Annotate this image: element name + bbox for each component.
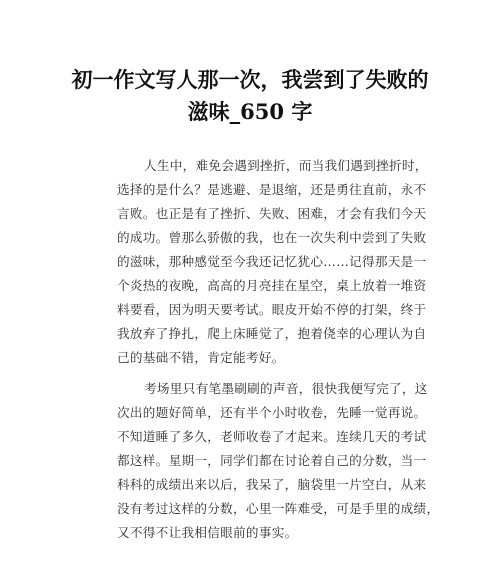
body-line: 料要看，因为明天要考试。眼皮开始不停的打架，终于 [117, 302, 427, 317]
body-line: 选择的是什么？是逃避、是退缩，还是勇往直前，永不 [117, 182, 427, 197]
body-line: 科科的成绩出来以后，我呆了，脑袋里一片空白，从来 [117, 477, 427, 492]
body-line: 没有考过这样的分数，心里一阵难受，可是手里的成绩， [117, 501, 440, 516]
body-line: 都这样。星期一，同学们都在讨论着自己的分数，当一 [117, 453, 427, 468]
body-line: 不知道睡了多久，老师收卷了才起来。连续几天的考试 [117, 429, 427, 444]
body-line: 人生中，难免会遇到挫折，而当我们遇到挫折时， [144, 158, 428, 173]
body-line: 个炎热的夜晚，高高的月亮挂在星空，桌上放着一堆资 [117, 278, 427, 293]
body-line: 的成功。曾那么骄傲的我，也在一次失利中尝到了失败 [117, 230, 427, 245]
body-line: 我放弃了挣扎，爬上床睡觉了，抱着侥幸的心理认为自 [117, 326, 427, 341]
body-line: 考场里只有笔墨刷刷的声音，很快我便写完了，这 [144, 381, 428, 396]
body-line: 次出的题好简单，还有半个小时收卷，先睡一觉再说。 [117, 405, 427, 420]
article-title-line-2: 滋味_650 字 [187, 99, 313, 124]
body-line: 言败。也正是有了挫折、失败、困难，才会有我们今天 [117, 206, 427, 221]
article-title-line-1: 初一作文写人那一次，我尝到了失败的 [71, 67, 429, 92]
body-line: 又不得不让我相信眼前的事实。 [117, 525, 298, 540]
body-line: 的滋味，那种感觉至今我还记忆犹心……记得那天是一 [117, 254, 427, 269]
body-line: 己的基础不错，肯定能考好。 [117, 350, 285, 365]
